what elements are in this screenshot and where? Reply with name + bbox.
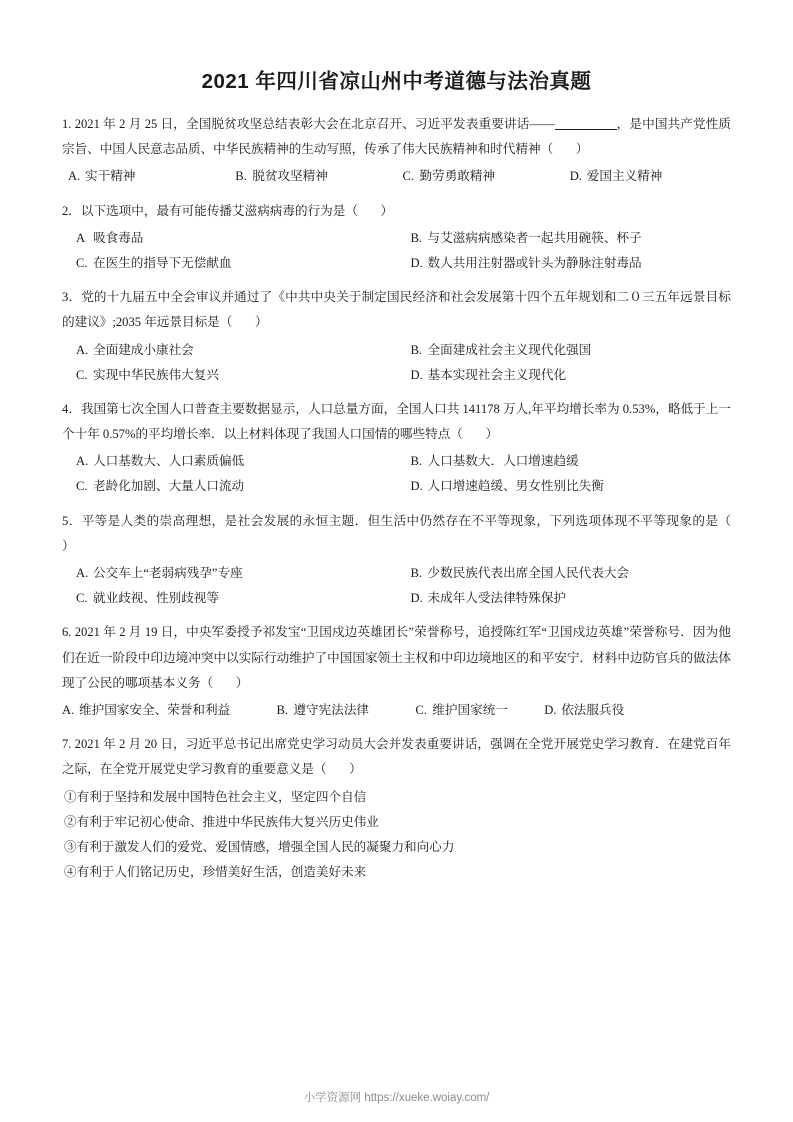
statement-4: ④有利于人们铭记历史，珍惜美好生活，创造美好未来: [64, 865, 367, 880]
option-c-label: C.: [76, 591, 88, 606]
options-list: [62, 164, 731, 189]
options-list: [62, 698, 731, 723]
question-3: [62, 285, 731, 388]
option-b[interactable]: [229, 164, 396, 189]
option-b-text: 少数民族代表出席全国人民代表大会: [427, 566, 629, 580]
option-d-label: D.: [410, 591, 423, 606]
option-c-label: C.: [415, 702, 427, 717]
question-stem: [62, 509, 731, 559]
option-c[interactable]: [397, 164, 564, 189]
question-2: [62, 199, 731, 277]
option-d-text: 人口增速趋缓、男女性别比失衡: [427, 479, 604, 494]
option-b-label: B.: [410, 566, 423, 580]
option-a[interactable]: [62, 164, 229, 189]
option-b-label: B.: [410, 230, 423, 245]
question-1: [62, 112, 731, 190]
option-c-label: C.: [402, 169, 415, 184]
option-a-label: A.: [76, 342, 89, 357]
stem-paren-close: ）: [62, 538, 75, 553]
option-d-text: 依法服兵役: [561, 702, 625, 717]
option-d[interactable]: [397, 363, 732, 388]
option-b[interactable]: [397, 338, 732, 363]
option-a[interactable]: [62, 703, 236, 717]
option-b[interactable]: [397, 449, 732, 474]
option-b[interactable]: [397, 226, 732, 251]
stem-paren-close: ）: [349, 762, 362, 777]
option-d-label: D.: [410, 479, 423, 494]
answer-paren: [553, 142, 576, 156]
stem-text: 6. 2021 年 2 月 19 日，中央军委授予祁发宝“卫国戍边英雄团长”荣誉称号，追授陈红军“卫国戍边英雄”荣誉称号．因为他们在近一阶段中印边境冲突中以实际行动维护了中国国家领土主权和中印边境地区的和平安宁．材料中边防官兵的做法体现了公民的哪项基本义务（: [62, 625, 731, 690]
option-a-text: 维护国家安全、荣誉和利益: [79, 702, 231, 717]
option-c[interactable]: [415, 703, 514, 717]
stem-paren-close: ）: [380, 203, 394, 218]
option-a-text: 人口基数大、人口素质偏低: [93, 454, 245, 469]
option-c-text: 实现中华民族伟大复兴: [93, 367, 219, 382]
option-c-text: 老龄化加剧、大量人口流动: [93, 479, 245, 494]
option-a[interactable]: [62, 338, 397, 363]
options-list: [62, 338, 731, 388]
option-b[interactable]: [397, 561, 732, 586]
stem-paren-close: ）: [254, 315, 268, 330]
option-c-text: 就业歧视、性别歧视等: [93, 591, 219, 606]
option-d-text: 未成年人受法律特殊保护: [427, 591, 567, 606]
option-b-label: B.: [410, 342, 423, 357]
question-7: [62, 732, 731, 885]
option-d-label: D.: [410, 367, 423, 382]
answer-paren: [463, 427, 486, 441]
option-b-text: 全面建成社会主义现代化强国: [427, 342, 592, 357]
option-c-text: 维护国家统一: [432, 702, 508, 717]
option-d[interactable]: [397, 586, 732, 611]
option-d-text: 爱国主义精神: [586, 169, 663, 184]
option-c[interactable]: [62, 586, 397, 611]
statement-1: ①有利于坚持和发展中国特色社会主义，坚定四个自信: [64, 789, 367, 804]
answer-paren: [232, 315, 255, 329]
option-a-text: 吸食毒品: [93, 230, 144, 245]
question-stem: [62, 620, 731, 696]
option-a-label: A.: [76, 566, 89, 580]
option-d-text: 基本实现社会主义现代化: [427, 367, 567, 382]
option-b-text: 与艾滋病病感染者一起共用碗筷、杯子: [427, 230, 642, 245]
option-a-label: A.: [62, 702, 75, 717]
option-c-text: 在医生的指导下无偿献血: [93, 255, 232, 270]
option-a-label: A.: [68, 169, 81, 184]
option-d[interactable]: [544, 703, 630, 717]
stem-text: 7. 2021 年 2 月 20 日，习近平总书记出席党史学习动员大会并发表重要讲话，强调在全党开展党史学习教育．在建党百年之际，在全党开展党史学习教育的重要意义是（: [62, 737, 731, 777]
answer-paren: [213, 676, 236, 690]
option-d-label: D.: [410, 255, 423, 270]
option-d[interactable]: [564, 164, 731, 189]
stem-text: 3．党的十九届五中全会审议并通过了《中共中央关于制定国民经济和社会发展第十四个五年规划和二０三五年远景目标的建议》;2035 年远景目标是（: [62, 290, 731, 330]
question-stem: [62, 199, 731, 224]
option-d-label: D.: [569, 169, 582, 184]
question-stem: [62, 112, 731, 162]
question-stem: [62, 285, 731, 335]
stem-paren-close: ）: [575, 142, 589, 157]
question-5: [62, 509, 731, 612]
stem-paren-close: ）: [485, 427, 499, 442]
page-title: 2021 年四川省凉山州中考道德与法治真题: [201, 70, 592, 93]
option-d-label: D.: [544, 702, 557, 717]
option-c-label: C.: [76, 479, 88, 494]
options-list: [62, 449, 731, 499]
footer-url: https://xueke.woiay.com/: [364, 1092, 490, 1104]
footer-brand: 小学资源网: [303, 1092, 362, 1104]
question-6: [62, 620, 731, 723]
stem-text: 4．我国第七次全国人口普查主要数据显示，人口总量方面，全国人口共 141178 万人,年平均增长率为 0.53%，略低于上一个十年 0.57%的平均增长率．以上材料体现了我国人口国情的哪些特点（: [62, 401, 731, 442]
stem-text-part2: ，是中国共产党性质宗旨、中国人民意志品质、中华民族精神的生动写照，传承了伟大民族精神和时代精神（: [62, 117, 731, 157]
option-b-label: B.: [276, 702, 288, 717]
option-d-text: 数人共用注射器或针头为静脉注射毒品: [427, 255, 642, 270]
option-a-text: 全面建成小康社会: [93, 342, 194, 357]
option-a-text: 公交车上“老弱病残孕”专座: [93, 566, 243, 580]
option-a-label: A: [76, 230, 86, 245]
stem-text: 2．以下选项中，最有可能传播艾滋病病毒的行为是（: [62, 203, 358, 218]
option-a-label: A.: [76, 454, 89, 469]
stem-paren-close: ）: [235, 675, 249, 690]
option-b[interactable]: [276, 703, 375, 717]
answer-paren: [326, 762, 349, 776]
statement-2: ②有利于牢记初心使命、推进中华民族伟大复兴历史伟业: [64, 814, 379, 829]
question-4: [62, 397, 731, 500]
question-stem: [62, 397, 731, 447]
option-c-label: C.: [76, 367, 88, 382]
answer-paren: [358, 204, 381, 218]
option-a[interactable]: [62, 449, 397, 474]
fill-blank: [555, 129, 617, 130]
option-b-label: B.: [410, 454, 423, 469]
question-stem: [62, 732, 731, 782]
stem-text: 5．平等是人类的崇高理想，是社会发展的永恒主题．但生活中仍然存在不平等现象，下列选项体现不平等现象的是（: [62, 513, 731, 528]
option-c-text: 勤劳勇敢精神: [419, 169, 496, 184]
option-b-text: 人口基数大．人口增速趋缓: [427, 454, 579, 469]
answer-paren: [731, 514, 754, 528]
option-d[interactable]: [397, 474, 732, 499]
footer-watermark: [0, 1089, 793, 1105]
option-c[interactable]: [62, 251, 397, 276]
option-b-label: B.: [235, 169, 247, 184]
option-b-text: 脱贫攻坚精神: [252, 169, 328, 184]
option-d[interactable]: [397, 251, 732, 276]
options-list: [62, 226, 731, 276]
stem-text-part1: 1. 2021 年 2 月 25 日，全国脱贫攻坚总结表彰大会在北京召开、习近平发表重要讲话——: [62, 117, 555, 131]
statement-3: ③有利于激发人们的爱党、爱国情感，增强全国人民的凝聚力和向心力: [64, 839, 455, 854]
option-c-label: C.: [76, 255, 88, 270]
option-a-text: 实干精神: [85, 169, 136, 184]
option-c[interactable]: [62, 474, 397, 499]
option-a[interactable]: [62, 561, 397, 586]
options-list: [62, 561, 731, 611]
option-b-text: 遵守宪法法律: [293, 702, 369, 717]
option-c[interactable]: [62, 363, 397, 388]
option-a[interactable]: [62, 226, 397, 251]
